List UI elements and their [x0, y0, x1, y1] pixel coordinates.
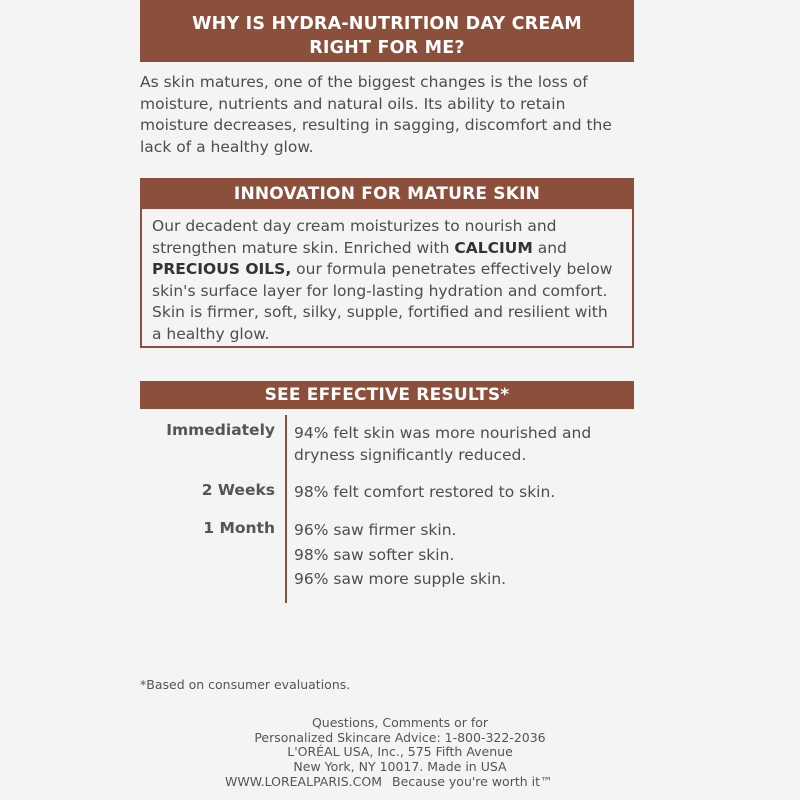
results-section	[140, 381, 634, 593]
why-text: As skin matures, one of the biggest changes is the loss of moisture, nutrients and natural oils. Its ability to retain moisture decreases, resulting in sagging, discomfort and the lack of a healthy glow.	[140, 73, 612, 156]
calcium-highlight: CALCIUM	[454, 238, 533, 257]
slogan: Because you're worth it™	[392, 774, 553, 789]
innovation-text	[142, 208, 632, 345]
results-value: 94% felt skin was more nourished and dryness significantly reduced.	[294, 424, 592, 464]
footnote: *Based on consumer evaluations.	[140, 677, 351, 692]
results-label: 1 Month	[203, 519, 275, 537]
results-label: Immediately	[166, 421, 275, 439]
contact-info	[200, 716, 600, 774]
contact-line: L'ORÉAL USA, Inc., 575 Fifth Avenue	[287, 744, 513, 759]
website-link[interactable]: WWW.LOREALPARIS.COM	[225, 774, 382, 789]
results-row-2-weeks	[140, 475, 634, 513]
results-value: 96% saw more supple skin.	[294, 570, 507, 588]
innovation-section	[140, 178, 634, 348]
results-label: 2 Weeks	[201, 481, 275, 499]
contact-line: Personalized Skincare Advice: 1-800-322-2036	[254, 729, 546, 745]
precious-oils-highlight: PRECIOUS OILS,	[152, 260, 292, 278]
results-value: 96% saw firmer skin.	[294, 521, 457, 539]
contact-line: New York, NY 10017. Made in USA	[293, 758, 507, 774]
why-title-line1: WHY IS HYDRA-NUTRITION DAY CREAM	[192, 14, 582, 34]
results-row-1-month	[140, 513, 634, 593]
innovation-text-part1: Our decadent day cream moisturizes to nourish and strengthen mature skin. Enriched with	[152, 217, 557, 257]
why-header	[140, 0, 634, 62]
website-line	[225, 774, 553, 789]
innovation-text-part3: our formula penetrates effectively below skin's surface layer for long-lasting hydration and comfort. Skin is firmer, soft, silky, supple, fortified and resilient with a healthy glow.	[152, 260, 613, 343]
results-header: SEE EFFECTIVE RESULTS*	[140, 381, 634, 409]
innovation-header: INNOVATION FOR MATURE SKIN	[141, 179, 633, 209]
results-value: 98% felt comfort restored to skin.	[294, 483, 556, 501]
results-table	[140, 413, 634, 593]
innovation-text-part2: and	[532, 238, 567, 257]
results-value: 98% saw softer skin.	[294, 545, 455, 564]
contact-line: Questions, Comments or for	[311, 715, 489, 730]
why-section	[140, 0, 634, 158]
why-title-line2: RIGHT FOR ME?	[309, 38, 465, 58]
results-row-immediately	[140, 413, 634, 464]
